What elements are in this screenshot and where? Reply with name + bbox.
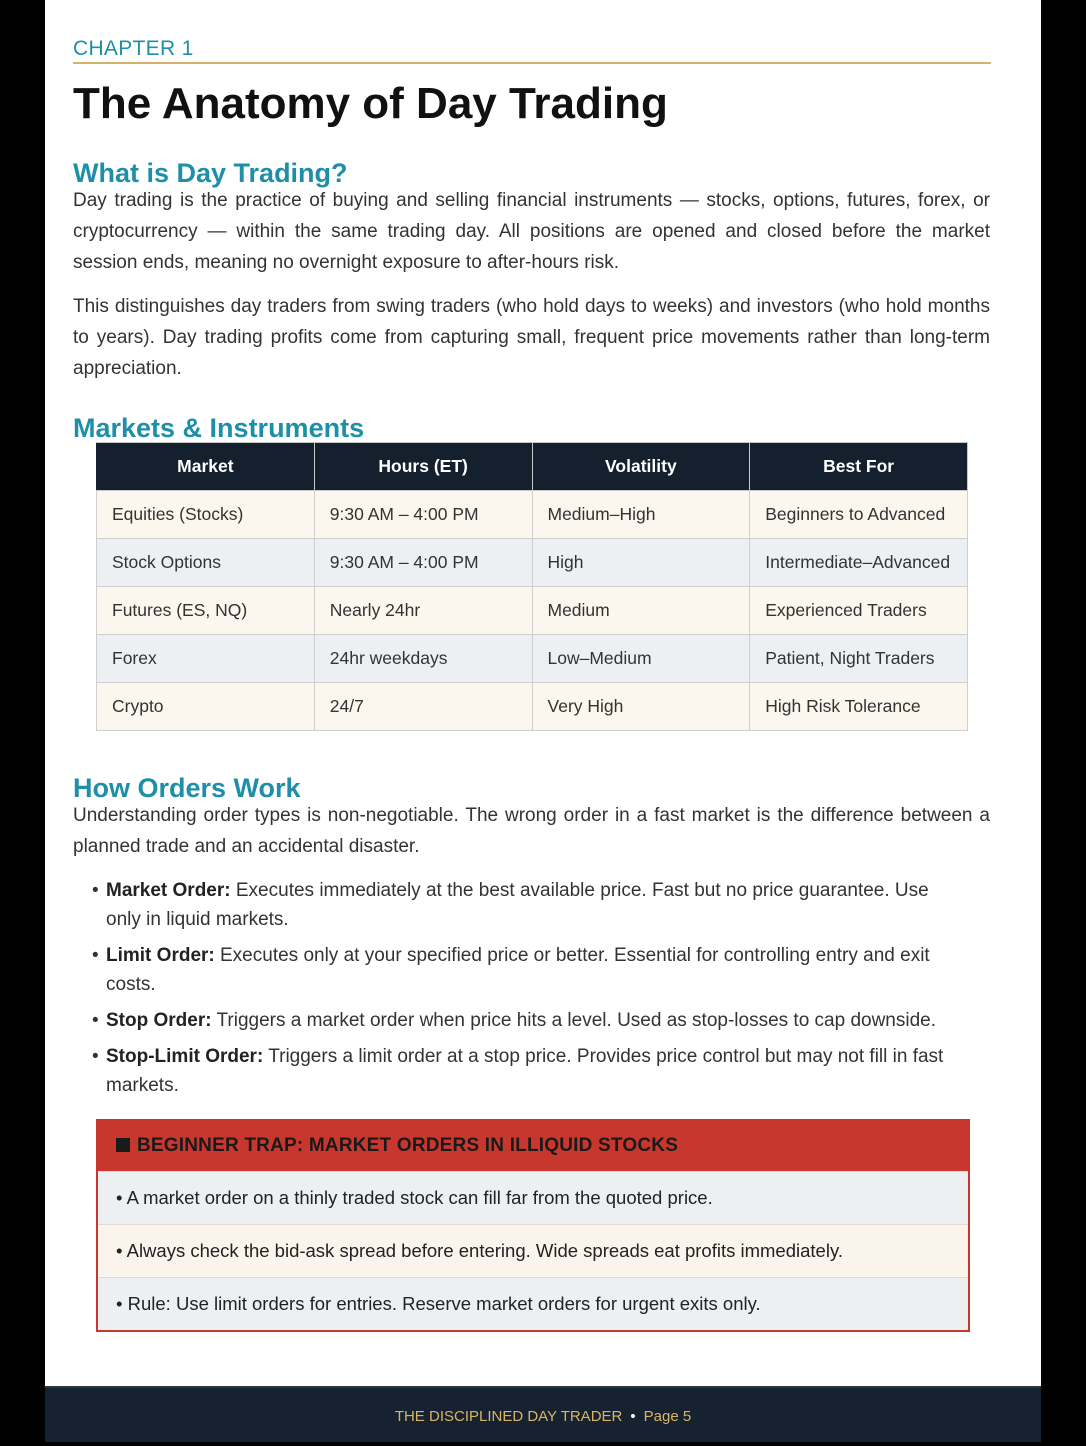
list-item: [78, 1006, 958, 1035]
callout-title: BEGINNER TRAP: MARKET ORDERS IN ILLIQUID STOCKS: [137, 1135, 679, 1156]
section-heading-orders: How Orders Work: [73, 773, 301, 803]
table-cell: Low–Medium: [532, 635, 750, 683]
bullet-dot-icon: •: [92, 945, 99, 966]
section-heading-markets: Markets & Instruments: [73, 413, 365, 443]
table-cell: Beginners to Advanced: [750, 491, 968, 539]
order-term: Market Order:: [106, 880, 231, 901]
callout-header: [98, 1121, 968, 1171]
table-cell: 24/7: [314, 683, 532, 731]
document-page: [45, 0, 1041, 1440]
table-cell: Equities (Stocks): [97, 491, 315, 539]
table-cell: Nearly 24hr: [314, 587, 532, 635]
footer-book-title: THE DISCIPLINED DAY TRADER: [394, 1408, 623, 1425]
order-description: Triggers a limit order at a stop price. Provides price control but may not fill in fast markets.: [106, 1046, 944, 1096]
column-header-market: Market: [97, 443, 315, 491]
order-description: Triggers a market order when price hits a level. Used as stop-losses to cap downside.: [211, 1010, 937, 1031]
callout-item: • A market order on a thinly traded stock can fill far from the quoted price.: [98, 1171, 968, 1224]
paragraph-orders-intro: Understanding order types is non-negotiable. The wrong order in a fast market is the difference between a planned trade and an accidental disaster.: [73, 805, 990, 857]
callout-item: • Always check the bid-ask spread before entering. Wide spreads eat profits immediately.: [98, 1224, 968, 1277]
table-cell: 24hr weekdays: [314, 635, 532, 683]
section-heading-what: What is Day Trading?: [73, 158, 348, 188]
column-header-volatility: Volatility: [532, 443, 750, 491]
black-square-icon: [116, 1138, 130, 1152]
table-row: [97, 539, 968, 587]
table-cell: Forex: [97, 635, 315, 683]
table-cell: Futures (ES, NQ): [97, 587, 315, 635]
beginner-trap-callout: [96, 1119, 970, 1332]
column-header-best-for: Best For: [750, 443, 968, 491]
list-item: [78, 941, 958, 999]
paragraph-what-1: Day trading is the practice of buying and selling financial instruments — stocks, options, futures, forex, or cryptocurrency — within the same trading day. All positions are opened and closed before the market session ends, meaning no overnight exposure to after-hours risk.: [73, 190, 990, 273]
list-item: [78, 1042, 958, 1100]
markets-table: [96, 442, 968, 731]
callout-item-text: A market order on a thinly traded stock can fill far from the quoted price.: [126, 1187, 713, 1208]
order-term: Limit Order:: [106, 945, 215, 966]
page-footer: [45, 1386, 1041, 1442]
order-description: Executes only at your specified price or better. Essential for controlling entry and exit costs.: [106, 945, 930, 995]
table-cell: Crypto: [97, 683, 315, 731]
paragraph-what-2: This distinguishes day traders from swing traders (who hold days to weeks) and investors (who hold months to years). Day trading profits come from capturing small, frequent price movements rather than long-term appreciation.: [73, 296, 990, 379]
table-cell: 9:30 AM – 4:00 PM: [314, 539, 532, 587]
table-cell: Patient, Night Traders: [750, 635, 968, 683]
footer-page-number: Page 5: [643, 1408, 692, 1425]
table-row: [97, 587, 968, 635]
chapter-label: CHAPTER 1: [73, 37, 194, 60]
bullet-dot-icon: •: [92, 1010, 99, 1031]
order-term: Stop Order:: [106, 1010, 212, 1031]
table-cell: Medium–High: [532, 491, 750, 539]
column-header-hours: Hours (ET): [314, 443, 532, 491]
table-cell: Intermediate–Advanced: [750, 539, 968, 587]
order-description: Executes immediately at the best available price. Fast but no price guarantee. Use only in liquid markets.: [106, 880, 929, 930]
table-cell: Very High: [532, 683, 750, 731]
table-cell: Medium: [532, 587, 750, 635]
table-cell: High: [532, 539, 750, 587]
list-item: [78, 876, 958, 934]
table-cell: Stock Options: [97, 539, 315, 587]
table-row: [97, 635, 968, 683]
header-divider: [73, 62, 991, 64]
page-title: The Anatomy of Day Trading: [73, 79, 668, 128]
callout-item-text: Always check the bid-ask spread before entering. Wide spreads eat profits immediately.: [126, 1240, 843, 1261]
footer-separator: •: [630, 1408, 636, 1425]
table-row: [97, 683, 968, 731]
order-types-list: [78, 876, 958, 1107]
table-cell: 9:30 AM – 4:00 PM: [314, 491, 532, 539]
bullet-dot-icon: •: [92, 1046, 99, 1067]
table-header-row: [97, 443, 968, 491]
order-term: Stop-Limit Order:: [106, 1046, 264, 1067]
bullet-dot-icon: •: [92, 880, 99, 901]
table-row: [97, 491, 968, 539]
table-cell: Experienced Traders: [750, 587, 968, 635]
callout-item: • Rule: Use limit orders for entries. Reserve market orders for urgent exits only.: [98, 1277, 968, 1330]
table-cell: High Risk Tolerance: [750, 683, 968, 731]
callout-item-text: Rule: Use limit orders for entries. Reserve market orders for urgent exits only.: [127, 1293, 761, 1314]
